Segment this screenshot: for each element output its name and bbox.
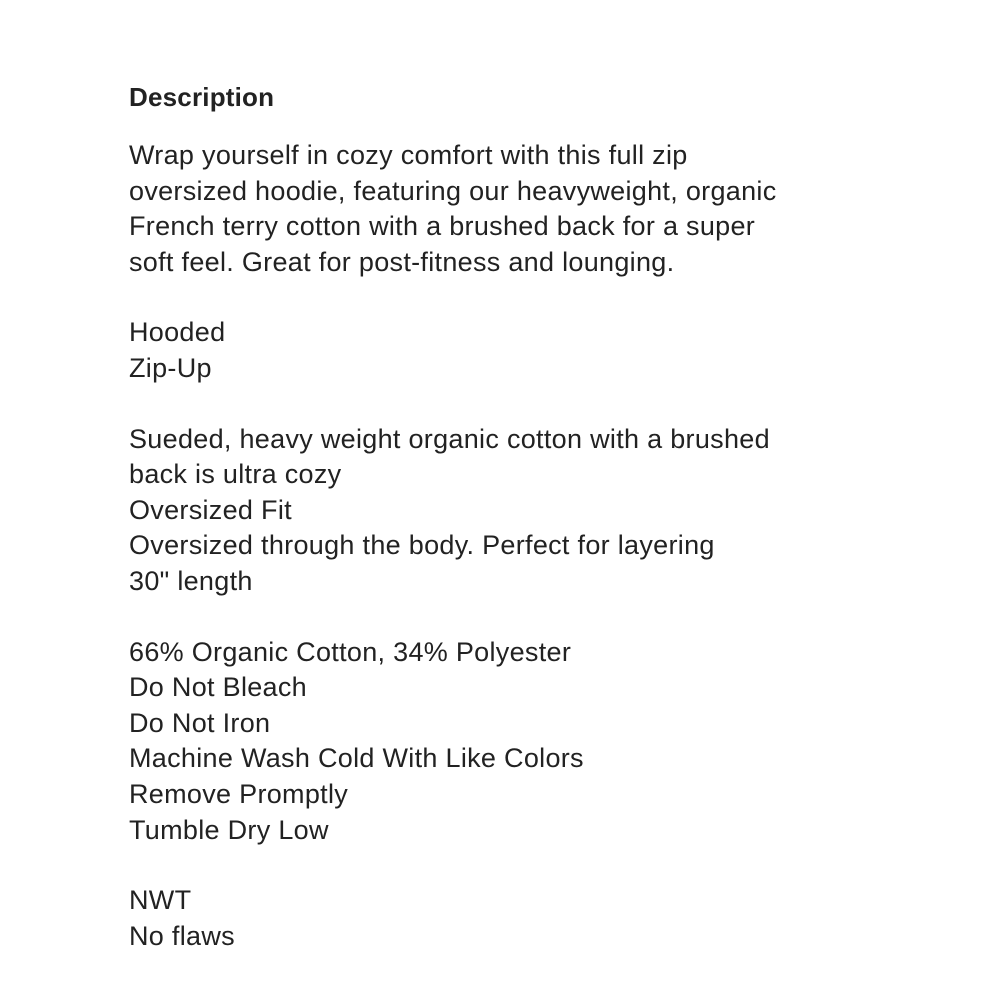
fit-item: 30" length <box>129 565 253 596</box>
fit-item: back is ultra cozy <box>129 459 342 490</box>
care-item: Remove Promptly <box>129 778 349 809</box>
fit-item: Oversized Fit <box>129 494 292 525</box>
fit-item: Sueded, heavy weight organic cotton with a brushed <box>129 423 770 454</box>
care-item: Do Not Iron <box>129 707 271 738</box>
intro-paragraph <box>129 138 1000 280</box>
intro-line: soft feel. Great for post-fitness and lounging. <box>129 246 675 277</box>
care-item: Tumble Dry Low <box>129 814 329 845</box>
care-item: Machine Wash Cold With Like Colors <box>129 743 584 774</box>
intro-line: French terry cotton with a brushed back for a super <box>129 211 756 242</box>
description-heading: Description <box>129 82 275 112</box>
condition-item: No flaws <box>129 920 235 951</box>
condition-list <box>129 883 1000 954</box>
care-item: Do Not Bleach <box>129 672 307 703</box>
style-item: Zip-Up <box>129 352 212 383</box>
fit-item: Oversized through the body. Perfect for layering <box>129 530 715 561</box>
style-item: Hooded <box>129 317 226 348</box>
fit-list <box>129 422 1000 600</box>
care-item: 66% Organic Cotton, 34% Polyester <box>129 636 572 667</box>
intro-line: Wrap yourself in cozy comfort with this full zip <box>129 140 688 170</box>
care-list <box>129 635 1000 849</box>
style-list <box>129 315 1000 386</box>
intro-line: oversized hoodie, featuring our heavyweight, organic <box>129 175 777 206</box>
condition-item: NWT <box>129 885 192 916</box>
